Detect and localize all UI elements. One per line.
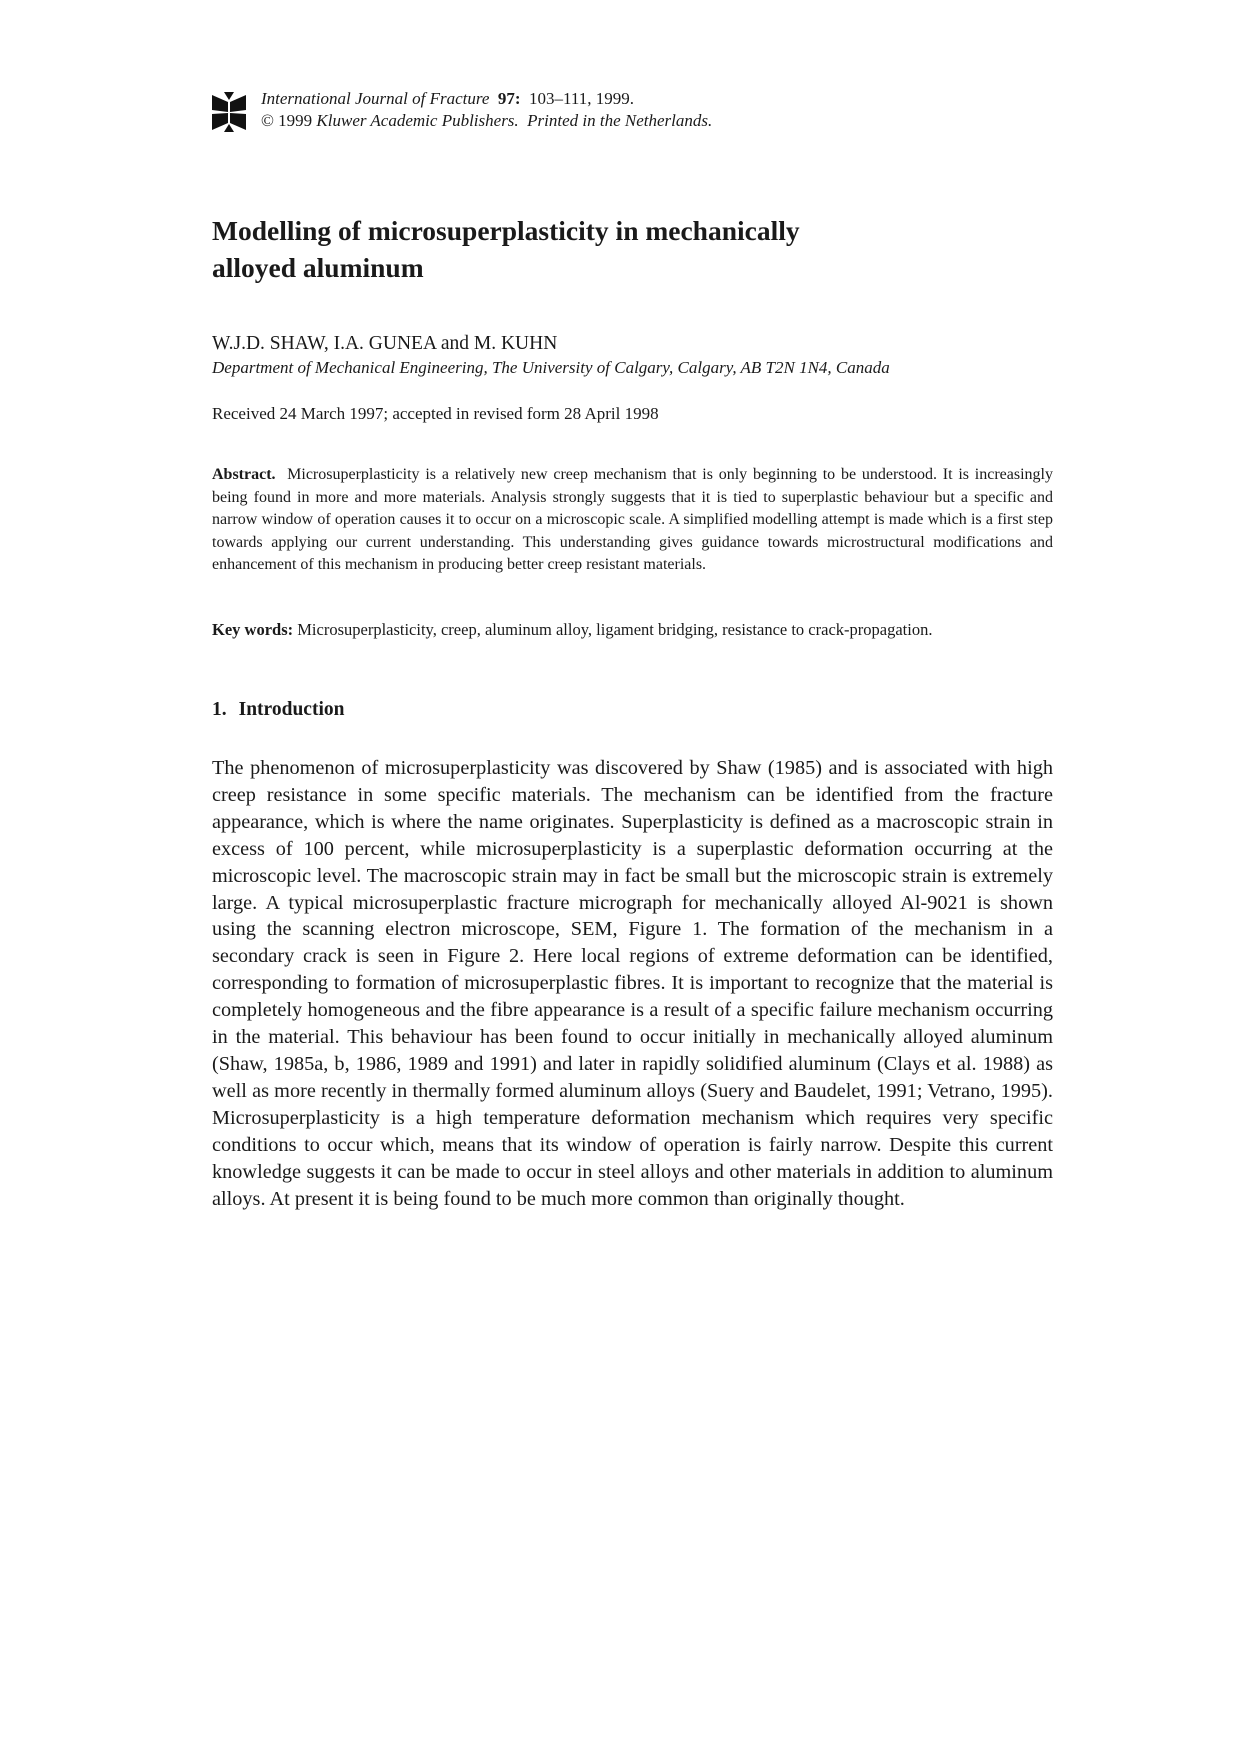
copyright-year: © 1999 — [261, 111, 313, 130]
author-affiliation: Department of Mechanical Engineering, The University of Calgary, Calgary, AB T2N 1N4, Canada — [212, 358, 890, 377]
publisher-name: Kluwer Academic Publishers. — [316, 111, 519, 130]
article-title-line-2: alloyed aluminum — [212, 252, 424, 283]
copyright-line — [261, 110, 712, 132]
journal-pages-year: 103–111, 1999. — [529, 89, 635, 108]
printed-location: Printed in the Netherlands. — [527, 111, 713, 130]
section-heading-introduction — [212, 697, 344, 723]
article-title — [212, 212, 912, 286]
received-dates: Received 24 March 1997; accepted in revised form 28 April 1998 — [212, 404, 659, 423]
keywords-label: Key words: — [212, 620, 294, 639]
introduction-paragraph: The phenomenon of microsuperplasticity was discovered by Shaw (1985) and is associated with high creep resistance in some specific materials. The mechanism can be identified from the fracture appearance, which is where the name originates. Superplasticity is defined as a macroscopic strain in excess of 100 percent, while microsuperplasticity is a superplastic deformation occurring at the microscopic level. The macroscopic strain may in fact be small but the microscopic strain is extremely large. A typical microsuperplastic fracture micrograph for mechanically alloyed Al-9021 is shown using the scanning electron microscope, SEM, Figure 1. The formation of the mechanism in a secondary crack is seen in Figure 2. Here local regions of extreme deformation can be identified, corresponding to formation of microsuperplastic fibres. It is important to recognize that the material is completely homogeneous and the fibre appearance is a result of a specific failure mechanism occurring in the material. This behaviour has been found to occur initially in mechanically alloyed aluminum (Shaw, 1985a, b, 1986, 1989 and 1991) and later in rapidly solidified aluminum (Clays et al. 1988) as well as more recently in thermally formed aluminum alloys (Suery and Baudelet, 1991; Vetrano, 1995). Microsuperplasticity is a high temperature deformation mechanism which requires very specific conditions to occur which, means that its window of operation is fairly narrow. Despite this current knowledge suggests it can be made to occur in steel alloys and other materials in addition to aluminum alloys. At present it is being found to be much more common than originally thought. — [212, 757, 1053, 1210]
journal-volume: 97: — [497, 89, 521, 108]
abstract-text: Microsuperplasticity is a relatively new creep mechanism that is only beginning to be understood. It is increasingly being found in more and more materials. Analysis strongly suggests that it is tied to superplastic behaviour but a specific and narrow window of operation causes it to occur on a microscopic scale. A simplified modelling attempt is made which is a first step towards applying our current understanding. This understanding gives guidance towards microstructural modifications and enhancement of this mechanism in producing better creep resistant materials. — [212, 466, 1053, 573]
keywords — [212, 619, 1072, 641]
section-title: Introduction — [238, 699, 345, 720]
abstract-label: Abstract. — [212, 466, 276, 483]
keywords-text: Microsuperplasticity, creep, aluminum alloy, ligament bridging, resistance to crack-propagation. — [297, 620, 933, 639]
journal-name: International Journal of Fracture — [261, 89, 490, 108]
publisher-logo-icon — [212, 92, 246, 132]
author-list: W.J.D. SHAW, I.A. GUNEA and M. KUHN — [212, 333, 558, 354]
abstract — [212, 464, 1053, 577]
article-title-line-1: Modelling of microsuperplasticity in mechanically — [212, 215, 800, 246]
journal-citation-line — [261, 88, 712, 110]
section-number: 1. — [212, 699, 227, 720]
